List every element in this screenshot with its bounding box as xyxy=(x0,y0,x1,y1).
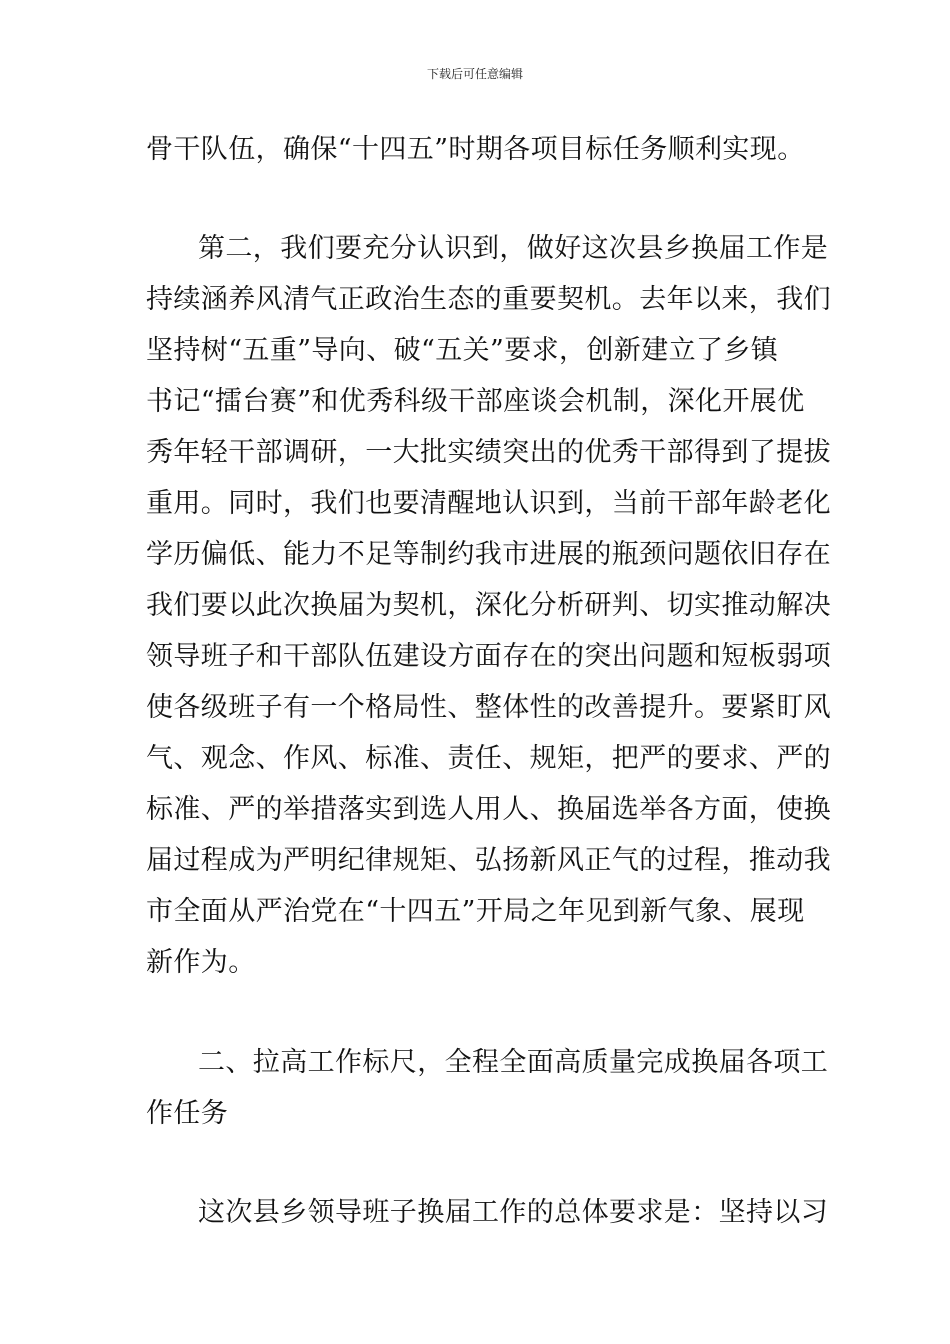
paragraph-line: 届过程成为严明纪律规矩、弘扬新风正气的过程，推动我 xyxy=(146,845,831,876)
paragraph-line: 使各级班子有一个格局性、整体性的改善提升。要紧盯风 xyxy=(146,692,831,723)
paragraph-line: 第二，我们要充分认识到，做好这次县乡换届工作是 xyxy=(198,233,829,264)
paragraph-line: 重用。同时，我们也要清醒地认识到，当前干部年龄老化 xyxy=(146,488,831,519)
paragraph-line: 这次县乡领导班子换届工作的总体要求是：坚持以习 xyxy=(198,1197,829,1228)
section-heading-line: 二、拉高工作标尺，全程全面高质量完成换届各项工 xyxy=(198,1047,829,1078)
paragraph-line: 骨干队伍，确保“十四五”时期各项目标任务顺利实现。 xyxy=(146,134,805,165)
paragraph-line: 持续涵养风清气正政治生态的重要契机。去年以来，我们 xyxy=(146,284,831,315)
paragraph-line: 领导班子和干部队伍建设方面存在的突出问题和短板弱项 xyxy=(146,641,831,672)
section-heading-line: 作任务 xyxy=(146,1098,229,1129)
paragraph-line: 秀年轻干部调研，一大批实绩突出的优秀干部得到了提拔 xyxy=(146,437,831,468)
paragraph-line: 市全面从严治党在“十四五”开局之年见到新气象、展现 xyxy=(146,896,805,927)
paragraph-line: 书记“擂台赛”和优秀科级干部座谈会机制，深化开展优 xyxy=(146,386,805,417)
paragraph-line: 气、观念、作风、标准、责任、规矩，把严的要求、严的 xyxy=(146,743,831,774)
paragraph-line: 新作为。 xyxy=(146,947,256,978)
paragraph-line: 学历偏低、能力不足等制约我市进展的瓶颈问题依旧存在 xyxy=(146,539,831,570)
page-header: 下载后可任意编辑 xyxy=(426,67,523,81)
paragraph-line: 坚持树“五重”导向、破“五关”要求，创新建立了乡镇 xyxy=(146,335,779,366)
paragraph-line: 标准、严的举措落实到选人用人、换届选举各方面，使换 xyxy=(146,794,831,825)
paragraph-line: 我们要以此次换届为契机，深化分析研判、切实推动解决 xyxy=(146,590,831,621)
